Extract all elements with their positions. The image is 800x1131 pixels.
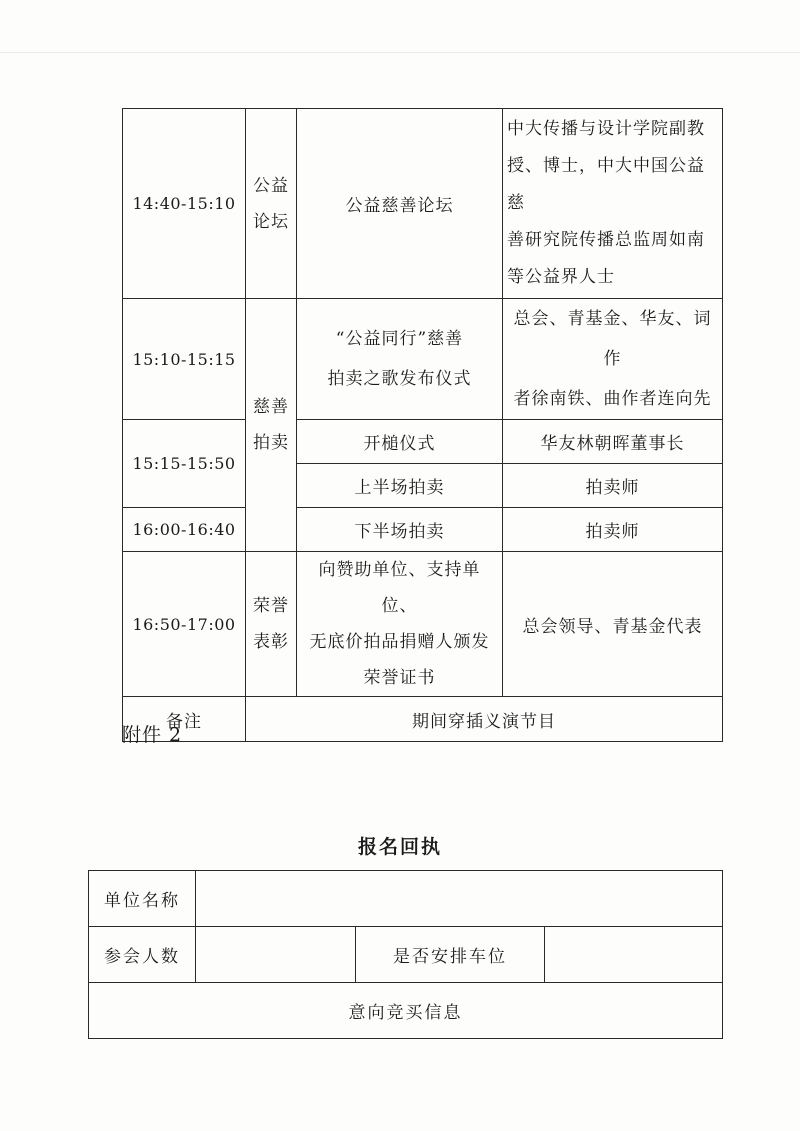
table-row [123, 109, 723, 299]
who-cell: 总会、青基金、华友、词作 者徐南铁、曲作者连向先 [503, 299, 723, 420]
who-cell: 中大传播与设计学院副教 授、博士，中大中国公益慈 善研究院传播总监周如南 等公益界人士 [503, 109, 723, 299]
who-cell: 总会领导、青基金代表 [503, 552, 723, 697]
who-cell: 拍卖师 [503, 508, 723, 552]
table-row [123, 299, 723, 420]
item-cell: 上半场拍卖 [297, 464, 503, 508]
table-row [123, 697, 723, 742]
who-cell: 拍卖师 [503, 464, 723, 508]
time-cell: 16:00-16:40 [123, 508, 246, 552]
time-cell: 16:50-17:00 [123, 552, 246, 697]
parking-label: 是否安排车位 [356, 927, 545, 983]
form-title: 报名回执 [357, 836, 442, 858]
who-cell: 华友林朝晖董事长 [503, 420, 723, 464]
attendees-field[interactable] [196, 927, 356, 983]
bidding-info-label: 意向竞买信息 [89, 983, 723, 1039]
attendees-label: 参会人数 [89, 927, 196, 983]
table-row [123, 508, 723, 552]
note-value: 期间穿插义演节目 [246, 697, 723, 742]
section-cell: 公益 论坛 [246, 109, 297, 299]
time-cell: 14:40-15:10 [123, 109, 246, 299]
time-cell: 15:10-15:15 [123, 299, 246, 420]
section-cell: 慈善 拍卖 [246, 299, 297, 552]
table-row [123, 552, 723, 697]
item-cell: 下半场拍卖 [297, 508, 503, 552]
note-label: 备注 [123, 697, 246, 742]
unit-name-label: 单位名称 [89, 871, 196, 927]
registration-form [88, 870, 723, 1039]
item-cell: 公益慈善论坛 [297, 109, 503, 299]
item-cell: 向赞助单位、支持单位、 无底价拍品捐赠人颁发 荣誉证书 [297, 552, 503, 697]
table-row [123, 420, 723, 464]
item-cell: “公益同行”慈善 拍卖之歌发布仪式 [297, 299, 503, 420]
unit-name-field[interactable] [196, 871, 723, 927]
time-cell: 15:15-15:50 [123, 420, 246, 508]
section-cell: 荣誉 表彰 [246, 552, 297, 697]
parking-field[interactable] [545, 927, 723, 983]
page-top-rule [0, 52, 800, 53]
item-cell: 开槌仪式 [297, 420, 503, 464]
attachment-label: 附件 2 [122, 724, 183, 746]
schedule-table [122, 108, 723, 742]
